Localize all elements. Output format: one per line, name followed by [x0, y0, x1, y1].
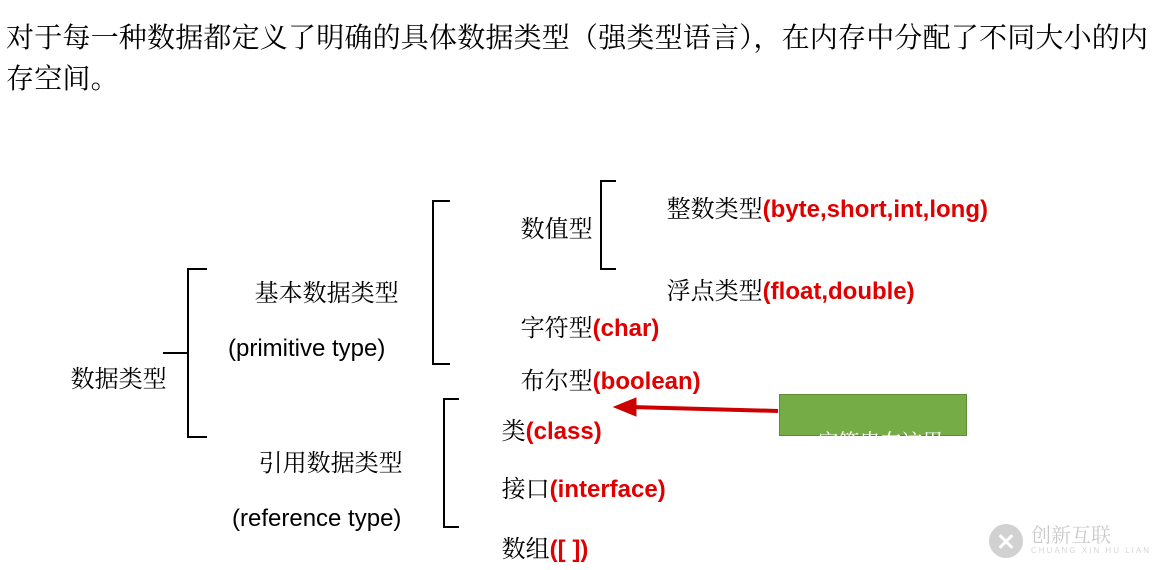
- node-reference: [232, 422, 403, 570]
- node-primitive: [228, 252, 399, 418]
- node-interface-code: (interface): [549, 475, 666, 503]
- node-integer-code: (byte,short,int,long): [762, 195, 988, 223]
- node-primitive-label-cn: 基本数据类型: [254, 279, 399, 307]
- watermark-main: 创新互联: [1030, 525, 1111, 548]
- watermark-logo-icon: [989, 524, 1023, 558]
- node-reference-label-cn: 引用数据类型: [258, 449, 403, 477]
- watermark: [989, 524, 1151, 558]
- callout-text: 字符串在这里: [817, 431, 944, 454]
- node-root: [44, 338, 167, 421]
- node-numeric-label: 数值型: [520, 215, 593, 243]
- node-floating-label-cn: 浮点类型: [666, 277, 763, 305]
- numeric-brace: [600, 180, 616, 270]
- intro-paragraph: 对于每一种数据都定义了明确的具体数据类型（强类型语言），在内存中分配了不同大小的内存空间。: [6, 22, 1149, 94]
- node-boolean-label-cn: 布尔型: [520, 367, 593, 395]
- node-integer: [640, 168, 988, 251]
- primitive-brace: [432, 200, 450, 365]
- callout-arrow-icon: [610, 395, 780, 425]
- node-numeric: [494, 188, 593, 271]
- node-class-code: (class): [525, 417, 602, 445]
- node-boolean-code: (boolean): [592, 367, 701, 395]
- node-floating-code: (float,double): [762, 277, 915, 305]
- callout-box: [779, 394, 967, 454]
- watermark-text: [1031, 526, 1151, 555]
- node-reference-label-en: (reference type): [232, 504, 402, 532]
- node-class-label-cn: 类: [501, 417, 526, 445]
- node-array-code: ([ ]): [549, 535, 589, 563]
- node-floating: [640, 250, 915, 333]
- root-brace: [187, 268, 207, 438]
- node-root-label: 数据类型: [70, 365, 167, 393]
- node-character-label-cn: 字符型: [520, 314, 593, 342]
- reference-brace: [443, 398, 459, 528]
- node-primitive-label-en: (primitive type): [228, 334, 386, 362]
- node-character-code: (char): [592, 314, 660, 342]
- watermark-sub: CHUANG XIN HU LIAN: [1030, 546, 1151, 556]
- node-interface-label-cn: 接口: [501, 475, 550, 503]
- node-array-label-cn: 数组: [501, 535, 550, 563]
- node-integer-label-cn: 整数类型: [666, 195, 763, 223]
- node-array: [475, 508, 588, 570]
